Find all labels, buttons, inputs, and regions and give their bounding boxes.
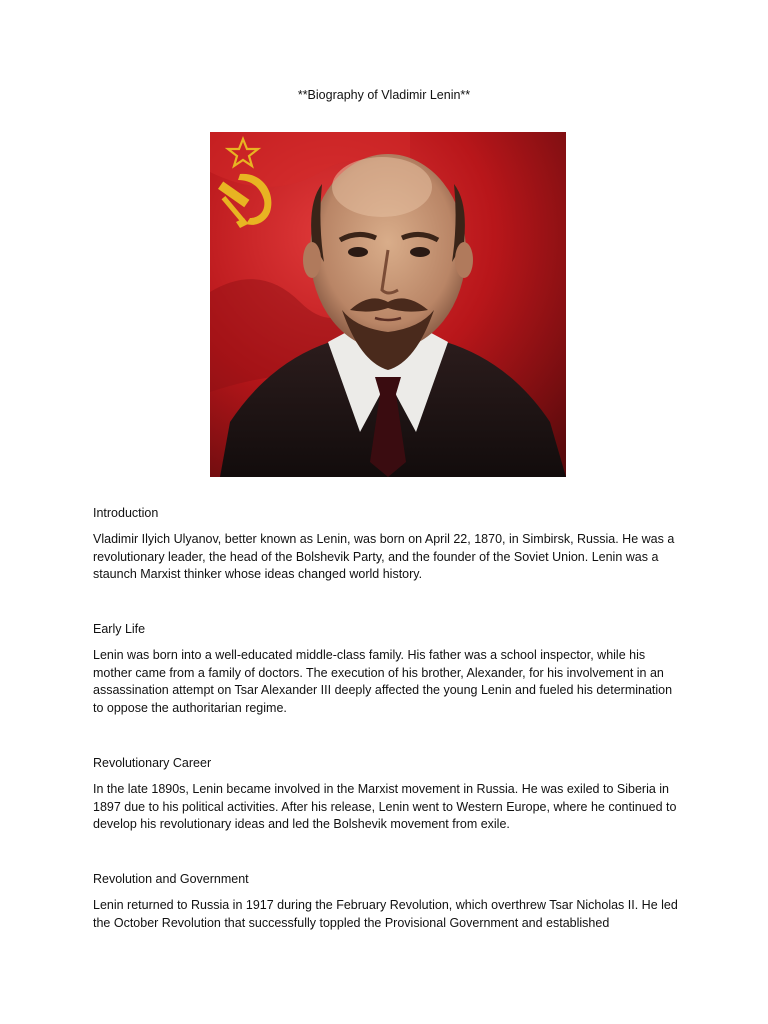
section-body: Vladimir Ilyich Ulyanov, better known as Lenin, was born on April 22, 1870, in Simbirsk, Russia. He was a revolutionary leader, the head of the Bolshevik Party, and the founder of the Soviet Union. Lenin was a staunch Marxist thinker whose ideas changed world history. [93,532,675,581]
section-early-life [93,621,678,717]
section-body: Lenin was born into a well-educated middle-class family. His father was a school inspector, while his mother came from a family of doctors. The execution of his brother, Alexander, for his involvement in an assassination attempt on Tsar Alexander III deeply affected the young Lenin and fueled his determination to oppose the authoritarian regime. [93,648,673,715]
section-body: Lenin returned to Russia in 1917 during the February Revolution, which overthrew Tsar Nicholas II. He led the October Revolution that successfully toppled the Provisional Government and established [93,898,678,930]
section-heading: Early Life [93,622,146,636]
left-eye [348,247,368,257]
section-revolution-and-government [93,871,678,932]
section-revolutionary-career [93,755,678,834]
section-heading: Revolution and Government [93,872,249,886]
lenin-portrait-image [210,132,566,477]
section-heading: Introduction [93,506,159,520]
section-body: In the late 1890s, Lenin became involved in the Marxist movement in Russia. He was exiled to Siberia in 1897 due to his political activities. After his release, Lenin went to Western Europe, where he continued to develop his revolutionary ideas and led the Bolshevik movement from exile. [93,782,677,831]
section-heading: Revolutionary Career [93,756,212,770]
right-eye [410,247,430,257]
document-title: **Biography of Vladimir Lenin** [297,88,471,102]
section-introduction [93,505,678,584]
